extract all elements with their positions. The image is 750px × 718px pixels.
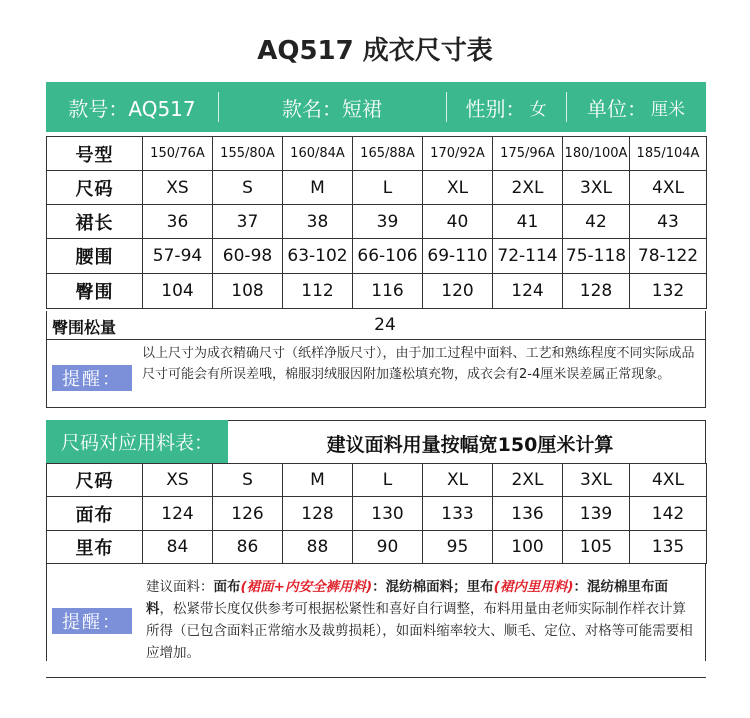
note2-part: 面布 [213, 579, 241, 595]
table-cell: 36 [143, 205, 213, 239]
table-cell: 40 [423, 205, 493, 239]
note2-part: 建议面料： [146, 579, 214, 595]
table-cell: 155/80A [213, 137, 283, 171]
table-cell: 95 [423, 531, 493, 564]
table-cell: S [213, 171, 283, 205]
table-cell: 43 [630, 205, 707, 239]
table-row [47, 239, 707, 274]
table-cell: 2XL [493, 464, 563, 497]
fabric-note-text [146, 576, 694, 664]
table-cell: 4XL [630, 171, 707, 205]
table-cell: 84 [143, 531, 213, 564]
table-cell: 3XL [563, 171, 630, 205]
table-cell: 86 [213, 531, 283, 564]
table-cell: 90 [353, 531, 423, 564]
table-cell: 185/104A [630, 137, 707, 171]
bottom-rule [46, 677, 706, 678]
fabric-header-label: 尺码对应用料表： [46, 420, 228, 463]
row-header: 里布 [47, 531, 143, 564]
table-cell: 2XL [493, 171, 563, 205]
table-cell: 63-102 [283, 239, 353, 274]
table-cell: L [353, 171, 423, 205]
table-cell: 78-122 [630, 239, 707, 274]
ease-value: 24 [374, 315, 396, 335]
table-cell: 124 [143, 497, 213, 531]
table-cell: 112 [283, 274, 353, 309]
table-cell: S [213, 464, 283, 497]
table-cell: 142 [630, 497, 707, 531]
ease-label: 臀围松量 [52, 318, 117, 337]
fabric-header-title: 建议面料用量按幅宽150厘米计算 [326, 434, 614, 456]
table-cell: 124 [493, 274, 563, 309]
unit [566, 82, 706, 132]
table-cell: 100 [493, 531, 563, 564]
table-cell: 38 [283, 205, 353, 239]
table-cell: XS [143, 171, 213, 205]
table-cell: L [353, 464, 423, 497]
reminder-badge-2: 提醒： [52, 608, 132, 634]
unit-label: 单位： [587, 96, 647, 121]
table-cell: 135 [630, 531, 707, 564]
table-cell: 69-110 [423, 239, 493, 274]
table-row [47, 274, 707, 309]
size-table [46, 136, 707, 309]
table-cell: 66-106 [353, 239, 423, 274]
table-row [47, 497, 707, 531]
table-cell: 120 [423, 274, 493, 309]
note2-part: ：混纺棉里布面料 [146, 579, 668, 617]
table-cell: XL [423, 464, 493, 497]
row-header: 腰围 [47, 239, 143, 274]
table-cell: 37 [213, 205, 283, 239]
table-cell: 180/100A [563, 137, 630, 171]
table-cell: 39 [353, 205, 423, 239]
style-name: 款名：短裙 [282, 96, 382, 121]
table-cell: 116 [353, 274, 423, 309]
header-band [46, 82, 706, 132]
gender-label: 性别： [465, 96, 526, 121]
table-cell: 3XL [563, 464, 630, 497]
table-cell: 75-118 [563, 239, 630, 274]
note2-part: ，松紧带长度仅供参考可根据松紧性和喜好自行调整，布料用量由老师实际制作样衣计算所得（已包含面料正常缩水及裁剪损耗），如面料缩率较大、顺毛、定位、对格等可能需要相应增加。 [146, 601, 693, 661]
table-cell: 108 [213, 274, 283, 309]
table-row [47, 464, 707, 497]
row-header: 尺码 [47, 171, 143, 205]
table-cell: 175/96A [493, 137, 563, 171]
table-cell: 170/92A [423, 137, 493, 171]
table-cell: 57-94 [143, 239, 213, 274]
table-cell: XL [423, 171, 493, 205]
table-cell: 41 [493, 205, 563, 239]
table-cell: 128 [563, 274, 630, 309]
table-cell: M [283, 171, 353, 205]
table-cell: 150/76A [143, 137, 213, 171]
table-row [47, 137, 707, 171]
table-cell: 60-98 [213, 239, 283, 274]
style-number: 款号：AQ517 [68, 96, 196, 121]
table-cell: 165/88A [353, 137, 423, 171]
table-cell: 133 [423, 497, 493, 531]
table-cell: 4XL [630, 464, 707, 497]
table-cell: 126 [213, 497, 283, 531]
table-row [47, 205, 707, 239]
fabric-table [46, 463, 707, 564]
gender-value: 女 [529, 99, 547, 120]
gender [446, 82, 566, 132]
note2-part: ：混纺棉面料；里布 [372, 579, 494, 595]
row-header: 臀围 [47, 274, 143, 309]
row-header: 裙长 [47, 205, 143, 239]
row-header: 面布 [47, 497, 143, 531]
table-cell: 104 [143, 274, 213, 309]
table-row [47, 531, 707, 564]
table-cell: 132 [630, 274, 707, 309]
table-cell: 42 [563, 205, 630, 239]
table-cell: M [283, 464, 353, 497]
reminder-badge: 提醒： [52, 365, 132, 391]
table-cell: 160/84A [283, 137, 353, 171]
page-title: AQ517 成衣尺寸表 [257, 36, 493, 66]
table-row [47, 171, 707, 205]
note2-highlight: (裙内里用料) [493, 579, 574, 595]
note2-highlight: (裙面+内安全裤用料) [240, 579, 373, 595]
table-cell: 139 [563, 497, 630, 531]
row-header: 号型 [47, 137, 143, 171]
table-cell: XS [143, 464, 213, 497]
table-cell: 136 [493, 497, 563, 531]
table-cell: 105 [563, 531, 630, 564]
table-cell: 130 [353, 497, 423, 531]
unit-value: 厘米 [651, 99, 685, 120]
table-cell: 72-114 [493, 239, 563, 274]
reminder-text: 以上尺寸为成衣精确尺寸（纸样净版尺寸），由于加工过程中面料、工艺和熟练程度不同实际成品尺寸可能会有所误差哦，棉服羽绒服因附加蓬松填充物，成衣会有2-4厘米误差属正常现象。 [142, 346, 695, 382]
table-cell: 128 [283, 497, 353, 531]
table-cell: 88 [283, 531, 353, 564]
row-header: 尺码 [47, 464, 143, 497]
